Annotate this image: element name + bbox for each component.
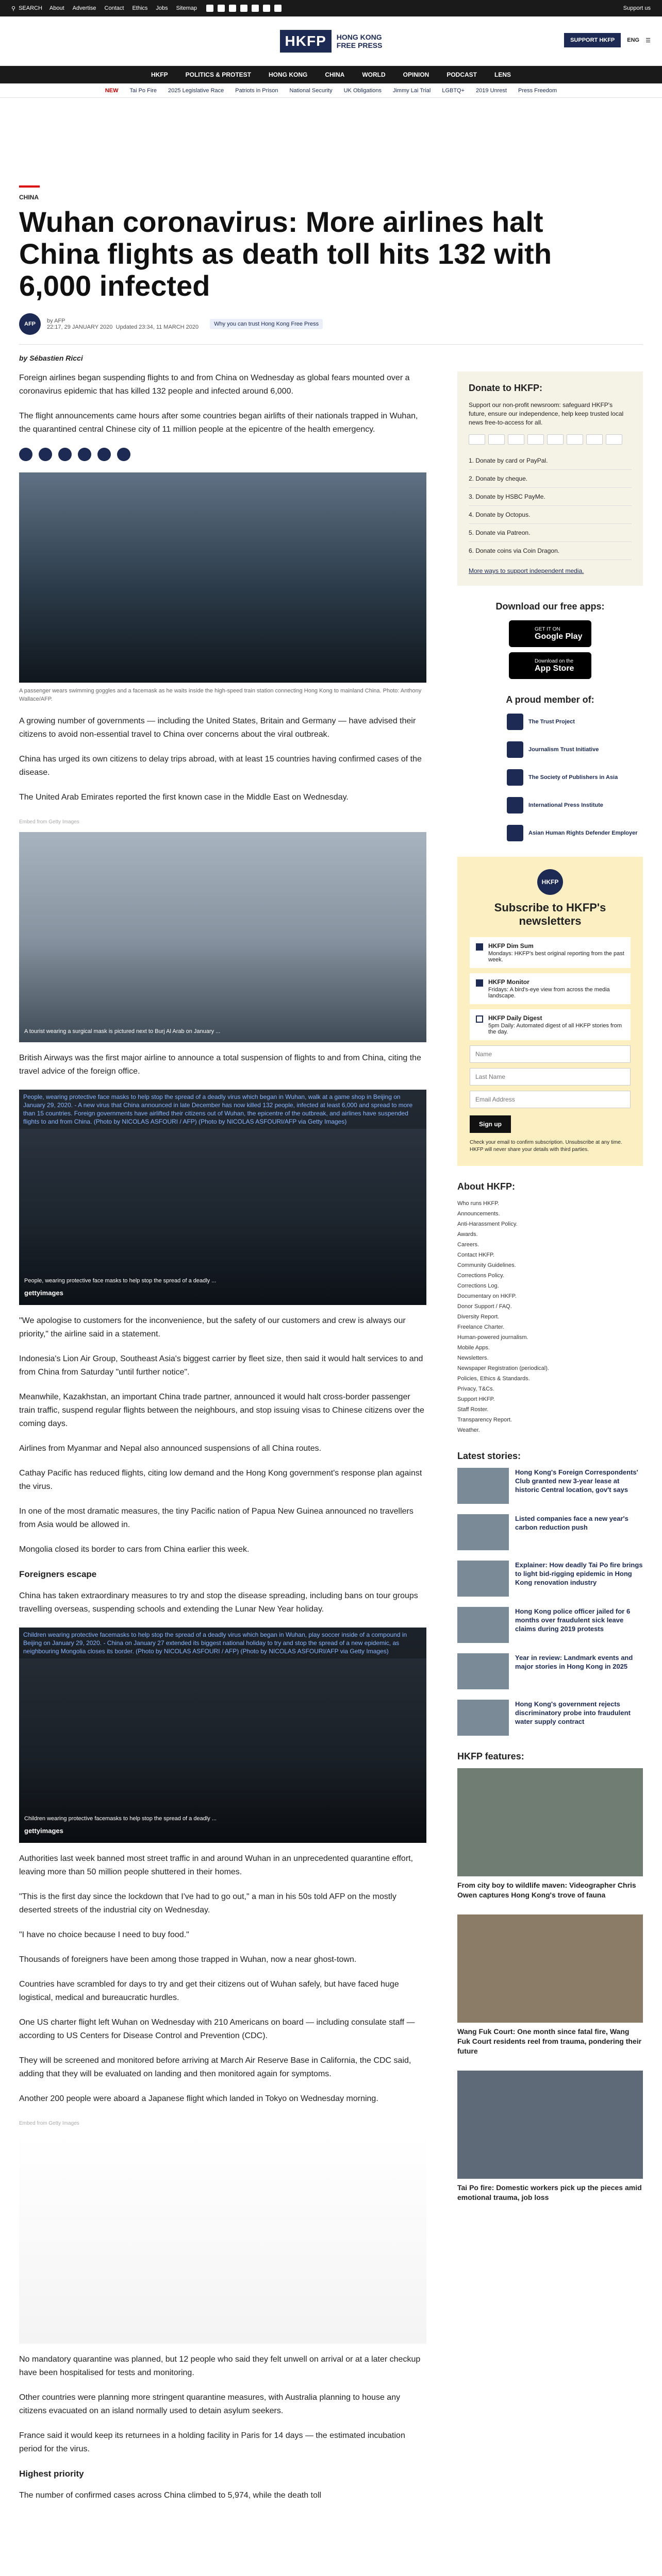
support-us-link[interactable]: Support us bbox=[623, 5, 651, 11]
paragraph: Authorities last week banned most street traffic in and around Wuhan in an unprecedented quarantine effort, leaving more than 50 million people shuttered in their homes. bbox=[19, 1854, 413, 1876]
donate-options bbox=[469, 452, 632, 560]
newsletter-option[interactable] bbox=[470, 1009, 631, 1040]
story-item[interactable] bbox=[457, 1653, 643, 1689]
subheading: Highest priority bbox=[19, 2469, 84, 2479]
paragraph: Foreign airlines began suspending flights to and from China on Wednesday as global fears mounted over a coronavirus epidemic that has killed 132 people and infected around 6,000. bbox=[19, 374, 410, 396]
feature-image bbox=[457, 1914, 643, 2023]
google-play-button[interactable] bbox=[509, 620, 591, 647]
member-name: International Press Institute bbox=[528, 802, 603, 808]
story-thumbnail bbox=[457, 1607, 509, 1643]
paragraph: A growing number of governments — including the United States, Britain and Germany — have advised their citizens to avoid non-essential travel to China over concerns about the viral outbreak. bbox=[19, 717, 416, 739]
about-link[interactable]: Weather. bbox=[457, 1427, 480, 1433]
story-thumbnail bbox=[457, 1653, 509, 1689]
logo-mark: HKFP bbox=[280, 30, 332, 53]
about-link[interactable]: Awards. bbox=[457, 1231, 478, 1238]
donate-option[interactable]: 5. Donate via Patreon. bbox=[469, 524, 632, 542]
article-title: Wuhan coronavirus: More airlines halt China flights as death toll hits 132 with 6,000 infected bbox=[19, 206, 552, 302]
story-item[interactable] bbox=[457, 1514, 643, 1550]
trust-link[interactable]: Why you can trust Hong Kong Free Press bbox=[210, 319, 323, 329]
ipi-logo bbox=[507, 797, 523, 814]
feature-image bbox=[457, 1768, 643, 1876]
octopus-icon bbox=[567, 434, 583, 445]
nav-china[interactable]: CHINA bbox=[325, 71, 345, 78]
story-item[interactable] bbox=[457, 1607, 643, 1643]
mastercard-icon bbox=[469, 434, 485, 445]
paragraph: One US charter flight left Wuhan on Wednesday with 210 Americans on board — including consulate staff — according to US Centers for Disease Control and Prevention (CDC). bbox=[19, 2018, 415, 2040]
article-author: by Sébastien Ricci bbox=[19, 354, 83, 362]
photo-image bbox=[19, 832, 426, 1042]
utility-link-ethics[interactable]: Ethics bbox=[132, 5, 148, 11]
donate-box bbox=[457, 371, 643, 586]
nav-podcast[interactable]: PODCAST bbox=[446, 71, 477, 78]
donate-option[interactable]: 1. Donate by card or PayPal. bbox=[469, 452, 632, 470]
topic-link[interactable]: Patriots in Prison bbox=[235, 87, 278, 94]
about-link[interactable]: Who runs HKFP. bbox=[457, 1200, 500, 1207]
about-link[interactable]: Staff Roster. bbox=[457, 1406, 489, 1413]
hkfp-features bbox=[457, 1751, 643, 2202]
about-links bbox=[457, 1198, 643, 1435]
getty-logo: gettyimages bbox=[24, 1289, 63, 1297]
site-logo[interactable] bbox=[280, 30, 383, 53]
getty-embed-label: Embed from Getty Images bbox=[19, 819, 79, 825]
story-title: Hong Kong's Foreign Correspondents' Club granted new 3-year lease at historic Central location, gov't says bbox=[515, 1468, 638, 1494]
checkbox[interactable] bbox=[476, 943, 483, 951]
ahrd-logo bbox=[507, 825, 523, 841]
telegram-share-icon[interactable] bbox=[78, 448, 91, 461]
paragraph: The United Arab Emirates reported the first known case in the Middle East on Wednesday. bbox=[19, 793, 349, 802]
topic-link[interactable]: National Security bbox=[289, 87, 333, 94]
first-name-field[interactable] bbox=[470, 1045, 631, 1063]
trust-project-logo bbox=[507, 714, 523, 730]
feature-title: Wang Fuk Court: One month since fatal fire, Wang Fuk Court residents reel from trauma, pondering their future bbox=[457, 2027, 642, 2055]
feature-title: From city boy to wildlife maven: Videographer Chris Owen captures Hong Kong's trove of fauna bbox=[457, 1881, 636, 1899]
donate-title: Donate to HKFP: bbox=[469, 383, 542, 393]
newsletter-badge: HKFP bbox=[537, 869, 563, 895]
photo-image bbox=[19, 1628, 426, 1843]
publish-date: 22:17, 29 JANUARY 2020 bbox=[47, 324, 113, 330]
member-item[interactable] bbox=[507, 825, 643, 841]
story-thumbnail bbox=[457, 1514, 509, 1550]
member-item[interactable] bbox=[507, 797, 643, 814]
nav-politics[interactable]: POLITICS & PROTEST bbox=[185, 71, 251, 78]
paragraph: Airlines from Myanmar and Nepal also announced suspensions of all China routes. bbox=[19, 1444, 322, 1453]
member-item[interactable] bbox=[507, 714, 643, 730]
paragraph: Meanwhile, Kazakhstan, an important China trade partner, announced it would halt cross-border passenger train traffic, suspend regular flights between the neighbours, and stop issuing visas to Chinese citizens over the coming days. bbox=[19, 1393, 424, 1428]
member-name: The Trust Project bbox=[528, 719, 575, 725]
paragraph: China has taken extraordinary measures to try and stop the disease spreading, including bans on tour groups travelling overseas, suspending schools and extending the Lunar New Year holiday. bbox=[19, 1591, 418, 1614]
donate-option[interactable]: 6. Donate coins via Coin Dragon. bbox=[469, 542, 632, 560]
about-link[interactable]: Newspaper Registration (periodical). bbox=[457, 1365, 549, 1371]
payme-icon bbox=[547, 434, 564, 445]
about-link[interactable]: Newsletters. bbox=[457, 1355, 489, 1361]
utility-link-sitemap[interactable]: Sitemap bbox=[176, 5, 197, 11]
features-title: HKFP features: bbox=[457, 1751, 524, 1761]
paragraph: "We apologise to customers for the inconvenience, but the safety of our customers and crew is always our priority," the airline said in a statement. bbox=[19, 1316, 406, 1338]
photo-image bbox=[19, 2133, 426, 2344]
nav-world[interactable]: WORLD bbox=[362, 71, 386, 78]
paragraph: In one of the most dramatic measures, the tiny Pacific nation of Papua New Guinea announced no travellers from Asia would be allowed in. bbox=[19, 1507, 413, 1529]
jti-logo bbox=[507, 741, 523, 758]
newsletter-option[interactable] bbox=[470, 973, 631, 1004]
checkbox[interactable] bbox=[476, 979, 483, 987]
patreon-icon bbox=[586, 434, 603, 445]
getty-photo-4[interactable] bbox=[19, 2133, 426, 2344]
newsletter-desc: Fridays: A bird's-eye view from across the media landscape. bbox=[488, 987, 610, 999]
paragraph: Other countries were planning more stringent quarantine measures, with Australia planning to house any citizens evacuated on an island normally used to detain asylum seekers. bbox=[19, 2393, 401, 2415]
fps-icon bbox=[606, 434, 622, 445]
search-button[interactable] bbox=[11, 5, 42, 12]
paragraph: The number of confirmed cases across China climbed to 5,974, while the death toll bbox=[19, 2491, 322, 2500]
logo-name-line1: HONG KONG bbox=[336, 32, 382, 41]
facebook-icon[interactable] bbox=[206, 5, 213, 12]
about-link[interactable]: Freelance Charter. bbox=[457, 1324, 505, 1330]
facebook-share-icon[interactable] bbox=[19, 448, 32, 461]
app-store-label: App Store bbox=[535, 664, 574, 673]
hero-image bbox=[19, 472, 426, 683]
getty-photo-3[interactable] bbox=[19, 1628, 426, 1843]
photo-credit: A tourist wearing a surgical mask is pictured next to Burj Al Arab on January ... bbox=[24, 1028, 221, 1035]
member-name: The Society of Publishers in Asia bbox=[528, 774, 618, 781]
print-share-icon[interactable] bbox=[117, 448, 130, 461]
nav-hong-kong[interactable]: HONG KONG bbox=[268, 71, 308, 78]
feature-title: Tai Po fire: Domestic workers pick up the pieces amid emotional trauma, job loss bbox=[457, 2183, 642, 2201]
getty-logo: gettyimages bbox=[24, 1827, 63, 1835]
whatsapp-share-icon[interactable] bbox=[58, 448, 72, 461]
paragraph: Cathay Pacific has reduced flights, citing low demand and the Hong Kong government's response plan against the virus. bbox=[19, 1469, 422, 1491]
about-link[interactable]: Diversity Report. bbox=[457, 1314, 500, 1320]
more-ways-link[interactable]: More ways to support independent media. bbox=[469, 567, 584, 574]
twitter-share-icon[interactable] bbox=[39, 448, 52, 461]
topic-link[interactable]: LGBTQ+ bbox=[442, 87, 465, 94]
newsletter-desc: Mondays: HKFP's best original reporting from the past week. bbox=[488, 951, 624, 963]
email-icon[interactable] bbox=[263, 5, 270, 12]
paragraph: The flight announcements came hours after some countries began airlifts of their nationals trapped in Wuhan, the quarantined central Chinese city of 11 million people at the epicentre of the health emergency. bbox=[19, 412, 418, 434]
feature-item[interactable] bbox=[457, 1914, 643, 2056]
email-share-icon[interactable] bbox=[97, 448, 111, 461]
telegram-icon[interactable] bbox=[252, 5, 259, 12]
language-selector[interactable]: ENG bbox=[627, 37, 640, 43]
donate-option[interactable]: 3. Donate by HSBC PayMe. bbox=[469, 488, 632, 506]
category-label[interactable]: CHINA bbox=[19, 194, 39, 201]
about-title: About HKFP: bbox=[457, 1181, 515, 1192]
hero-caption: A passenger wears swimming goggles and a facemask as he waits inside the high-speed train station connecting Hong Kong to mainland China. Photo: Anthony Wallace/AFP. bbox=[19, 688, 422, 702]
photo-credit: People, wearing protective face masks to help stop the spread of a deadly ... bbox=[24, 1278, 217, 1284]
google-play-small: GET IT ON bbox=[535, 626, 560, 632]
story-item[interactable] bbox=[457, 1468, 643, 1504]
main-nav bbox=[0, 66, 662, 83]
utility-link-advertise[interactable]: Advertise bbox=[72, 5, 96, 11]
sidebar bbox=[457, 371, 643, 2514]
subheading: Foreigners escape bbox=[19, 1569, 97, 1579]
story-title: Listed companies face a new year's carbon reduction push bbox=[515, 1515, 628, 1531]
visa-icon bbox=[488, 434, 505, 445]
utility-link-contact[interactable]: Contact bbox=[104, 5, 124, 11]
feature-image bbox=[457, 2071, 643, 2179]
paragraph: They will be screened and monitored before arriving at March Air Reserve Base in California, the CDC said, adding that they will be evaluated on landing and then monitored again for symptoms. bbox=[19, 2056, 411, 2078]
members-list bbox=[457, 714, 643, 841]
photo-credit: Children wearing protective facemasks to help stop the spread of a deadly ... bbox=[24, 1816, 217, 1822]
about-link[interactable]: Human-powered journalism. bbox=[457, 1334, 528, 1341]
logo-name-line2: FREE PRESS bbox=[336, 41, 383, 49]
updated-date: Updated 23:34, 11 MARCH 2020 bbox=[115, 324, 199, 330]
about-link[interactable]: Careers. bbox=[457, 1242, 479, 1248]
about-link[interactable]: Documentary on HKFP. bbox=[457, 1293, 517, 1299]
nav-hkfp[interactable]: HKFP bbox=[151, 71, 168, 78]
about-link[interactable]: Community Guidelines. bbox=[457, 1262, 516, 1268]
article-body bbox=[19, 371, 426, 2514]
byline-source[interactable]: AFP bbox=[54, 318, 65, 324]
paragraph: British Airways was the first major airline to announce a total suspension of flights to and from China, citing the travel advice of the foreign office. bbox=[19, 1054, 421, 1076]
about-link[interactable]: Support HKFP. bbox=[457, 1396, 495, 1402]
story-title: Hong Kong police officer jailed for 6 months over fraudulent sick leave claims during 2019 protests bbox=[515, 1607, 631, 1633]
nav-lens[interactable]: LENS bbox=[494, 71, 511, 78]
paragraph: China has urged its own citizens to delay trips abroad, with at least 15 countries having confirmed cases of the disease. bbox=[19, 755, 422, 777]
donate-option[interactable]: 4. Donate by Octopus. bbox=[469, 506, 632, 524]
support-hkfp-button[interactable]: SUPPORT HKFP bbox=[564, 33, 621, 47]
newsletter-desc: 5pm Daily: Automated digest of all HKFP stories from the day. bbox=[488, 1023, 622, 1035]
share-buttons bbox=[19, 448, 426, 461]
paragraph: No mandatory quarantine was planned, but 12 people who said they felt unwell on arrival or at a later checkup have been hospitalised for tests and monitoring. bbox=[19, 2355, 421, 2377]
about-link[interactable]: Privacy, T&Cs. bbox=[457, 1386, 494, 1392]
amex-icon bbox=[508, 434, 524, 445]
utility-bar bbox=[0, 0, 662, 16]
topic-nav bbox=[0, 83, 662, 98]
newsletter-option[interactable] bbox=[470, 937, 631, 968]
photo-overlay-text: People, wearing protective face masks to help stop the spread of a deadly virus which began in Wuhan, walk at a game shop in Beijing on January 29, 2020. - A new virus that China announced in late December has now killed 132 people, infected at least 6,000 and spread to more than 15 countries. Foreign governments have airlifted their citizens out of Wuhan, the epicentre of the outbreak, and airlines have suspended flights to and from China. (Photo by NICOLAS ASFOURI / AFP) (Photo by NICOLAS ASFOURI/AFP via Getty Images) bbox=[19, 1090, 426, 1129]
checkbox[interactable] bbox=[476, 1015, 483, 1023]
rss-icon[interactable] bbox=[274, 5, 282, 12]
about-link[interactable]: Mobile Apps. bbox=[457, 1345, 490, 1351]
author-avatar: AFP bbox=[19, 313, 41, 335]
topic-link[interactable]: 2025 Legislative Race bbox=[168, 87, 224, 94]
member-name: Asian Human Rights Defender Employer bbox=[528, 830, 638, 836]
payment-icons bbox=[469, 434, 632, 445]
logo-name bbox=[337, 33, 383, 49]
story-item[interactable] bbox=[457, 1700, 643, 1736]
paragraph: "I have no choice because I need to buy food." bbox=[19, 1930, 189, 1939]
site-header bbox=[0, 16, 662, 66]
about-link[interactable]: Contact HKFP. bbox=[457, 1252, 494, 1258]
story-thumbnail bbox=[457, 1468, 509, 1504]
paragraph: France said it would keep its returnees in a holding facility in Paris for 14 days — the estimated incubation period for the virus. bbox=[19, 2431, 405, 2453]
feature-item[interactable] bbox=[457, 1768, 643, 1900]
latest-title: Latest stories: bbox=[457, 1451, 521, 1461]
story-title: Year in review: Landmark events and major stories in Hong Kong in 2025 bbox=[515, 1654, 633, 1670]
getty-photo-1[interactable] bbox=[19, 832, 426, 1042]
newsletter-name: HKFP Dim Sum bbox=[488, 942, 534, 950]
about-link[interactable]: Corrections Log. bbox=[457, 1283, 499, 1289]
about-link[interactable]: Policies, Ethics & Standards. bbox=[457, 1376, 530, 1382]
paypal-icon bbox=[527, 434, 544, 445]
paragraph: Thousands of foreigners have been among those trapped in Wuhan, now a near ghost-town. bbox=[19, 1955, 357, 1964]
app-store-small: Download on the bbox=[535, 658, 574, 664]
social-links bbox=[206, 5, 282, 12]
utility-links bbox=[49, 5, 197, 11]
youtube-icon[interactable] bbox=[240, 5, 247, 12]
twitter-icon[interactable] bbox=[218, 5, 225, 12]
newsletter-title: Subscribe to HKFP's newsletters bbox=[494, 901, 606, 927]
getty-embed-label: Embed from Getty Images bbox=[19, 2121, 79, 2126]
newsletter-box bbox=[457, 857, 643, 1166]
paragraph: Indonesia's Lion Air Group, Southeast Asia's biggest carrier by fleet size, then said it would halt services to and from China from Saturday "until further notice". bbox=[19, 1354, 423, 1377]
newsletter-note: Check your email to confirm subscription. Unsubscribe at any time. HKFP will never share your details with third parties. bbox=[470, 1140, 622, 1153]
paragraph: Another 200 people were aboard a Japanese flight which landed in Tokyo on Wednesday morning. bbox=[19, 2094, 378, 2103]
byline-by: by bbox=[47, 318, 53, 324]
latest-stories bbox=[457, 1451, 643, 1736]
paragraph: Countries have scrambled for days to try and get their citizens out of Wuhan safely, but have faced huge logistical, medical and bureaucratic hurdles. bbox=[19, 1980, 399, 2002]
topic-link[interactable]: UK Obligations bbox=[343, 87, 382, 94]
members-title: A proud member of: bbox=[506, 694, 594, 705]
instagram-icon[interactable] bbox=[229, 5, 236, 12]
signup-button[interactable]: Sign up bbox=[470, 1115, 511, 1133]
feature-item[interactable] bbox=[457, 2071, 643, 2202]
story-thumbnail bbox=[457, 1561, 509, 1597]
member-name: Journalism Trust Initiative bbox=[528, 747, 599, 753]
topic-link[interactable]: Jimmy Lai Trial bbox=[392, 87, 431, 94]
about-link[interactable]: Announcements. bbox=[457, 1211, 500, 1217]
newsletter-name: HKFP Daily Digest bbox=[488, 1014, 542, 1022]
header-divider bbox=[19, 344, 643, 345]
story-title: Explainer: How deadly Tai Po fire brings to light bid-rigging epidemic in Hong Kong renovation industry bbox=[515, 1561, 643, 1586]
email-field[interactable] bbox=[470, 1091, 631, 1108]
donate-text: Support our non-profit newsroom: safeguard HKFP's future, ensure our independence, help keep trusted local news free-to-access for all. bbox=[469, 401, 624, 426]
about-link[interactable]: Corrections Policy. bbox=[457, 1273, 504, 1279]
story-item[interactable] bbox=[457, 1561, 643, 1597]
getty-photo-2[interactable] bbox=[19, 1090, 426, 1305]
about-link[interactable]: Transparency Report. bbox=[457, 1417, 512, 1423]
paragraph: Mongolia closed its border to cars from China earlier this week. bbox=[19, 1545, 250, 1554]
menu-icon[interactable]: ☰ bbox=[646, 37, 651, 44]
sopa-logo bbox=[507, 769, 523, 786]
story-thumbnail bbox=[457, 1700, 509, 1736]
about-link[interactable]: Donor Support / FAQ. bbox=[457, 1303, 512, 1310]
about-link[interactable]: Anti-Harassment Policy. bbox=[457, 1221, 518, 1227]
google-play-label: Google Play bbox=[535, 632, 583, 641]
nav-opinion[interactable]: OPINION bbox=[403, 71, 429, 78]
apps-title: Download our free apps: bbox=[495, 601, 605, 612]
donate-option[interactable]: 2. Donate by cheque. bbox=[469, 470, 632, 488]
new-label: NEW bbox=[105, 87, 119, 94]
story-title: Hong Kong's government rejects discriminatory probe into fraudulent water supply contract bbox=[515, 1700, 631, 1725]
category-accent bbox=[19, 185, 40, 188]
search-label: SEARCH bbox=[19, 5, 42, 11]
utility-link-about[interactable]: About bbox=[49, 5, 64, 11]
paragraph: "This is the first day since the lockdown that I've had to go out," a man in his 50s told AFP on the mostly deserted streets of the industrial city on Wednesday. bbox=[19, 1892, 396, 1914]
member-item[interactable] bbox=[507, 741, 643, 758]
topic-link[interactable]: Press Freedom bbox=[518, 87, 557, 94]
search-icon: ⚲ bbox=[11, 5, 16, 12]
about-section bbox=[457, 1181, 643, 1435]
byline bbox=[19, 313, 643, 335]
newsletter-name: HKFP Monitor bbox=[488, 978, 529, 986]
utility-link-jobs[interactable]: Jobs bbox=[156, 5, 168, 11]
member-item[interactable] bbox=[507, 769, 643, 786]
app-store-button[interactable] bbox=[509, 652, 591, 679]
topic-link[interactable]: 2019 Unrest bbox=[476, 87, 507, 94]
topic-link[interactable]: Tai Po Fire bbox=[129, 87, 157, 94]
last-name-field[interactable] bbox=[470, 1068, 631, 1086]
photo-overlay-text: Children wearing protective facemasks to help stop the spread of a deadly virus which began in Wuhan, play soccer inside of a compound in Beijing on January 29, 2020. - China on January 27 extended its biggest national holiday to try and stop the spread of a new epidemic, as neighbouring Mongolia closes its border. (Photo by NICOLAS ASFOURI / AFP) (Photo by NICOLAS ASFOURI/AFP via Getty Images) bbox=[19, 1628, 426, 1658]
